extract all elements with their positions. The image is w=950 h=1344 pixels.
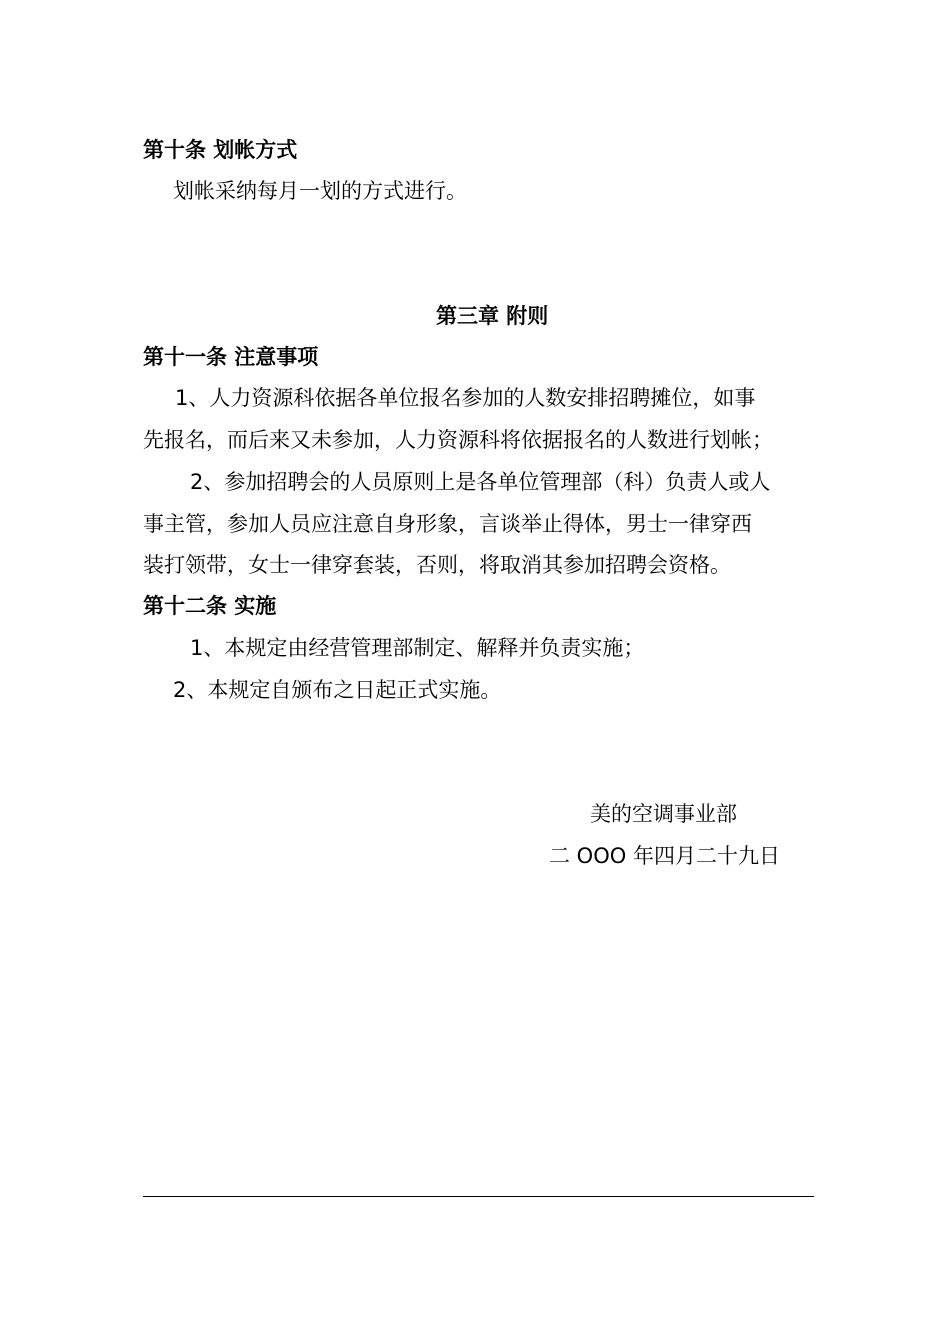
article-12-item-2: 2、本规定自颁布之日起正式实施。 <box>173 678 502 702</box>
article-11-item-2-line-1: 2、参加招聘会的人员原则上是各单位管理部（科）负责人或人 <box>190 470 771 494</box>
article-11-item-2-line-3: 装打领带，女士一律穿套装，否则，将取消其参加招聘会资格。 <box>143 553 731 577</box>
chapter-3-heading: 第三章 附则 <box>436 304 549 328</box>
article-11-item-1-line-1: 1、人力资源科依据各单位报名参加的人数安排招聘摊位，如事 <box>175 386 756 410</box>
article-12-heading: 第十二条 实施 <box>143 594 277 618</box>
article-10-body: 划帐采纳每月一划的方式进行。 <box>173 179 467 203</box>
article-11-item-1-line-2: 先报名，而后来又未参加，人力资源科将依据报名的人数进行划帐； <box>143 428 773 452</box>
article-11-heading: 第十一条 注意事项 <box>143 345 319 369</box>
signature-date: 二 OOO 年四月二十九日 <box>549 844 780 868</box>
footer-rule <box>143 1196 814 1197</box>
signature-organization: 美的空调事业部 <box>590 802 737 826</box>
article-10-heading: 第十条 划帐方式 <box>143 138 298 162</box>
article-12-item-1: 1、本规定由经营管理部制定、解释并负责实施； <box>190 636 645 660</box>
article-11-item-2-line-2: 事主管，参加人员应注意自身形象，言谈举止得体，男士一律穿西 <box>143 512 752 536</box>
